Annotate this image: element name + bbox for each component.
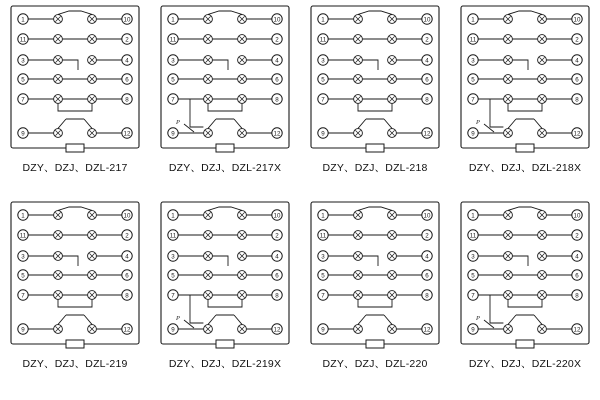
terminal-label: 7 [171, 292, 175, 300]
terminal-label: 5 [171, 272, 175, 280]
diagram-caption-dzl-220: DZY、DZJ、DZL-220 [322, 358, 428, 370]
diagram-cell-dzl-220 [300, 196, 450, 386]
diagram-caption-dzl-218: DZY、DZJ、DZL-218 [322, 162, 428, 174]
terminal-label: 4 [425, 253, 429, 261]
terminal-label: 1 [21, 212, 25, 220]
terminal-label: 10 [273, 212, 281, 220]
terminal-label: 10 [123, 212, 131, 220]
diagram-caption-dzl-219: DZY、DZJ、DZL-219 [22, 358, 128, 370]
terminal-label: 7 [321, 292, 325, 300]
terminal-label: 3 [21, 253, 25, 261]
terminal-label: 12 [123, 326, 131, 334]
diagram-cell-dzl-220x [450, 196, 600, 386]
diagram-dzl-220 [300, 196, 450, 356]
terminal-label: 6 [575, 272, 579, 280]
diagram-cell-dzl-219x [150, 196, 300, 386]
terminal-label: 12 [273, 130, 281, 138]
terminal-label: 8 [125, 292, 129, 300]
diagram-cell-dzl-218x [450, 0, 600, 190]
diagram-dzl-218x [450, 0, 600, 160]
terminal-label: 1 [321, 16, 325, 24]
terminal-label: 11 [19, 232, 27, 240]
terminal-label: 9 [471, 326, 475, 334]
diagram-caption-dzl-217x: DZY、DZJ、DZL-217X [168, 162, 282, 174]
socket-outline [311, 202, 439, 344]
terminal-label: 8 [575, 292, 579, 300]
terminal-label: 11 [469, 232, 477, 240]
terminal-label: 9 [21, 130, 25, 138]
terminal-label: 5 [471, 272, 475, 280]
terminal-label: 7 [471, 96, 475, 104]
p-label: P [476, 119, 480, 126]
terminal-label: 11 [319, 36, 327, 44]
terminal-label: 11 [469, 36, 477, 44]
keyway-notch [66, 340, 84, 348]
terminal-label: 11 [169, 232, 177, 240]
terminal-label: 2 [125, 36, 129, 44]
terminal-label: 10 [423, 16, 431, 24]
terminal-label: 10 [423, 212, 431, 220]
keyway-notch [66, 144, 84, 152]
terminal-label: 12 [573, 130, 581, 138]
terminal-label: 4 [575, 253, 579, 261]
terminal-label: 3 [321, 57, 325, 65]
p-label: P [176, 315, 180, 322]
terminal-label: 9 [471, 130, 475, 138]
terminal-label: 3 [471, 253, 475, 261]
diagram-caption-dzl-220x: DZY、DZJ、DZL-220X [468, 358, 582, 370]
terminal-label: 7 [321, 96, 325, 104]
terminal-label: 12 [423, 326, 431, 334]
terminal-label: 9 [21, 326, 25, 334]
terminal-label: 5 [171, 76, 175, 84]
terminal-label: 11 [319, 232, 327, 240]
keyway-notch [216, 340, 234, 348]
diagram-dzl-218 [300, 0, 450, 160]
terminal-label: 5 [321, 272, 325, 280]
diagram-caption-dzl-217: DZY、DZJ、DZL-217 [22, 162, 128, 174]
terminal-label: 6 [275, 272, 279, 280]
diagram-cell-dzl-217 [0, 0, 150, 190]
terminal-label: 3 [471, 57, 475, 65]
terminal-label: 3 [21, 57, 25, 65]
terminal-label: 10 [573, 212, 581, 220]
terminal-label: 3 [171, 253, 175, 261]
keyway-notch [216, 144, 234, 152]
keyway-notch [366, 340, 384, 348]
terminal-label: 1 [21, 16, 25, 24]
terminal-label: 4 [575, 57, 579, 65]
terminal-label: 2 [275, 232, 279, 240]
terminal-label: 10 [123, 16, 131, 24]
keyway-notch [516, 340, 534, 348]
terminal-label: 9 [321, 326, 325, 334]
terminal-label: 9 [171, 130, 175, 138]
terminal-label: 11 [169, 36, 177, 44]
terminal-label: 8 [575, 96, 579, 104]
terminal-label: 2 [425, 232, 429, 240]
socket-outline [461, 6, 589, 148]
terminal-label: 8 [425, 96, 429, 104]
terminal-label: 7 [21, 292, 25, 300]
terminal-label: 8 [275, 96, 279, 104]
terminal-label: 3 [321, 253, 325, 261]
terminal-label: 5 [471, 76, 475, 84]
terminal-label: 9 [171, 326, 175, 334]
terminal-label: 2 [425, 36, 429, 44]
diagram-dzl-220x [450, 196, 600, 356]
diagram-caption-dzl-219x: DZY、DZJ、DZL-219X [168, 358, 282, 370]
terminal-label: 2 [575, 36, 579, 44]
terminal-label: 6 [425, 272, 429, 280]
terminal-label: 8 [125, 96, 129, 104]
terminal-label: 5 [21, 272, 25, 280]
socket-outline [461, 202, 589, 344]
terminal-label: 1 [471, 212, 475, 220]
diagram-dzl-219x [150, 196, 300, 356]
terminal-label: 5 [21, 76, 25, 84]
terminal-label: 4 [275, 57, 279, 65]
diagram-dzl-217 [0, 0, 150, 160]
diagram-cell-dzl-219 [0, 196, 150, 386]
terminal-label: 6 [575, 76, 579, 84]
terminal-label: 6 [425, 76, 429, 84]
terminal-label: 8 [425, 292, 429, 300]
terminal-label: 12 [423, 130, 431, 138]
terminal-label: 1 [171, 16, 175, 24]
diagram-dzl-219 [0, 196, 150, 356]
socket-outline [161, 202, 289, 344]
terminal-label: 7 [471, 292, 475, 300]
diagram-caption-dzl-218x: DZY、DZJ、DZL-218X [468, 162, 582, 174]
terminal-label: 8 [275, 292, 279, 300]
socket-outline [11, 202, 139, 344]
terminal-label: 10 [273, 16, 281, 24]
terminal-label: 9 [321, 130, 325, 138]
p-label: P [176, 119, 180, 126]
keyway-notch [516, 144, 534, 152]
terminal-label: 4 [425, 57, 429, 65]
terminal-label: 5 [321, 76, 325, 84]
terminal-label: 6 [125, 272, 129, 280]
terminal-label: 6 [275, 76, 279, 84]
terminal-label: 2 [275, 36, 279, 44]
socket-outline [161, 6, 289, 148]
p-label: P [476, 315, 480, 322]
diagram-dzl-217x [150, 0, 300, 160]
terminal-label: 1 [321, 212, 325, 220]
terminal-label: 11 [19, 36, 27, 44]
terminal-label: 2 [575, 232, 579, 240]
terminal-label: 2 [125, 232, 129, 240]
socket-outline [311, 6, 439, 148]
terminal-label: 12 [573, 326, 581, 334]
terminal-label: 1 [471, 16, 475, 24]
diagram-cell-dzl-218 [300, 0, 450, 190]
terminal-label: 7 [171, 96, 175, 104]
keyway-notch [366, 144, 384, 152]
terminal-label: 1 [171, 212, 175, 220]
terminal-label: 4 [125, 57, 129, 65]
socket-outline [11, 6, 139, 148]
terminal-label: 12 [123, 130, 131, 138]
diagram-cell-dzl-217x [150, 0, 300, 190]
terminal-label: 3 [171, 57, 175, 65]
terminal-label: 12 [273, 326, 281, 334]
terminal-label: 4 [125, 253, 129, 261]
terminal-label: 6 [125, 76, 129, 84]
terminal-label: 7 [21, 96, 25, 104]
terminal-label: 4 [275, 253, 279, 261]
terminal-label: 10 [573, 16, 581, 24]
